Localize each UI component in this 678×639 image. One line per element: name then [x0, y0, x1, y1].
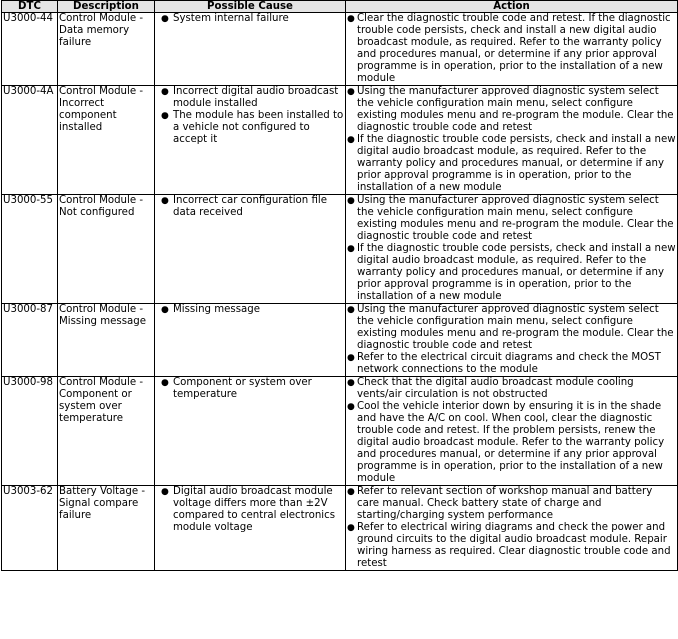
- possible-cause-cell: [155, 377, 346, 486]
- header-description: Description: [58, 1, 155, 13]
- possible-cause-cell: [155, 486, 346, 571]
- dtc-code: U3000-87: [2, 304, 58, 377]
- table-row: [2, 195, 678, 304]
- possible-cause-cell: [155, 304, 346, 377]
- dtc-code: U3000-44: [2, 13, 58, 86]
- table-row: [2, 13, 678, 86]
- dtc-description: Control Module - Missing message: [58, 304, 155, 377]
- action-item: ● Check that the digital audio broadcast module cooling vents/air circulation is not obstructed: [347, 377, 676, 401]
- dtc-code: U3000-4A: [2, 86, 58, 195]
- header-possible-cause: Possible Cause: [155, 1, 346, 13]
- header-action: Action: [346, 1, 678, 13]
- action-item: ● Refer to electrical wiring diagrams and check the power and ground circuits to the digital audio broadcast module. Repair wiring harness as required. Clear diagnostic trouble code and retest: [347, 522, 676, 570]
- action-item: ● Using the manufacturer approved diagnostic system select the vehicle configuration main menu, select configure existing modules menu and re-program the module. Clear the diagnostic trouble code and retest: [347, 304, 676, 352]
- cause-item: ● Component or system over temperature: [156, 377, 344, 401]
- action-item: ● Using the manufacturer approved diagnostic system select the vehicle configuration main menu, select configure existing modules menu and re-program the module. Clear the diagnostic trouble code and retest: [347, 86, 676, 134]
- action-item: ● Using the manufacturer approved diagnostic system select the vehicle configuration main menu, select configure existing modules menu and re-program the module. Clear the diagnostic trouble code and retest: [347, 195, 676, 243]
- table-row: [2, 86, 678, 195]
- action-cell: [346, 304, 678, 377]
- possible-cause-cell: [155, 195, 346, 304]
- cause-item: ● Missing message: [156, 304, 344, 316]
- dtc-description: Control Module - Data memory failure: [58, 13, 155, 86]
- possible-cause-cell: [155, 86, 346, 195]
- action-cell: [346, 486, 678, 571]
- dtc-code: U3003-62: [2, 486, 58, 571]
- cause-item: ● Incorrect digital audio broadcast module installed: [156, 86, 344, 110]
- dtc-code: U3000-98: [2, 377, 58, 486]
- action-item: ● Refer to relevant section of workshop manual and battery care manual. Check battery state of charge and starting/charging system performance: [347, 486, 676, 522]
- table-row: [2, 486, 678, 571]
- table-row: [2, 377, 678, 486]
- action-cell: [346, 86, 678, 195]
- action-cell: [346, 195, 678, 304]
- dtc-description: Battery Voltage - Signal compare failure: [58, 486, 155, 571]
- dtc-description: Control Module - Incorrect component installed: [58, 86, 155, 195]
- header-dtc: DTC: [2, 1, 58, 13]
- action-item: ● Refer to the electrical circuit diagrams and check the MOST network connections to the module: [347, 352, 676, 376]
- table-row: [2, 304, 678, 377]
- table-header-row: [2, 1, 678, 13]
- action-cell: [346, 13, 678, 86]
- action-item: ● Cool the vehicle interior down by ensuring it is in the shade and have the A/C on cool. When cool, clear the diagnostic trouble code and retest. If the problem persists, renew the digital audio broadcast module. Refer to the warranty policy and procedures manual, or determine if any prior approval programme is in operation, prior to the installation of a new module: [347, 401, 676, 485]
- action-item: ● If the diagnostic trouble code persists, check and install a new digital audio broadcast module, as required. Refer to the warranty policy and procedures manual, or determine if any prior approval programme is in operation, prior to the installation of a new module: [347, 134, 676, 194]
- dtc-code: U3000-55: [2, 195, 58, 304]
- dtc-table: [1, 0, 678, 571]
- possible-cause-cell: [155, 13, 346, 86]
- action-cell: [346, 377, 678, 486]
- dtc-description: Control Module - Component or system over temperature: [58, 377, 155, 486]
- cause-item: ● System internal failure: [156, 13, 344, 25]
- cause-item: ● Digital audio broadcast module voltage differs more than ±2V compared to central electronics module voltage: [156, 486, 344, 534]
- cause-item: ● Incorrect car configuration file data received: [156, 195, 344, 219]
- action-item: ● If the diagnostic trouble code persists, check and install a new digital audio broadcast module, as required. Refer to the warranty policy and procedures manual, or determine if any prior approval programme is in operation, prior to the installation of a new module: [347, 243, 676, 303]
- dtc-description: Control Module - Not configured: [58, 195, 155, 304]
- cause-item: ● The module has been installed to a vehicle not configured to accept it: [156, 110, 344, 146]
- action-item: ● Clear the diagnostic trouble code and retest. If the diagnostic trouble code persists, check and install a new digital audio broadcast module, as required. Refer to the warranty policy and procedures manual, or determine if any prior approval programme is in operation, prior to the installation of a new module: [347, 13, 676, 85]
